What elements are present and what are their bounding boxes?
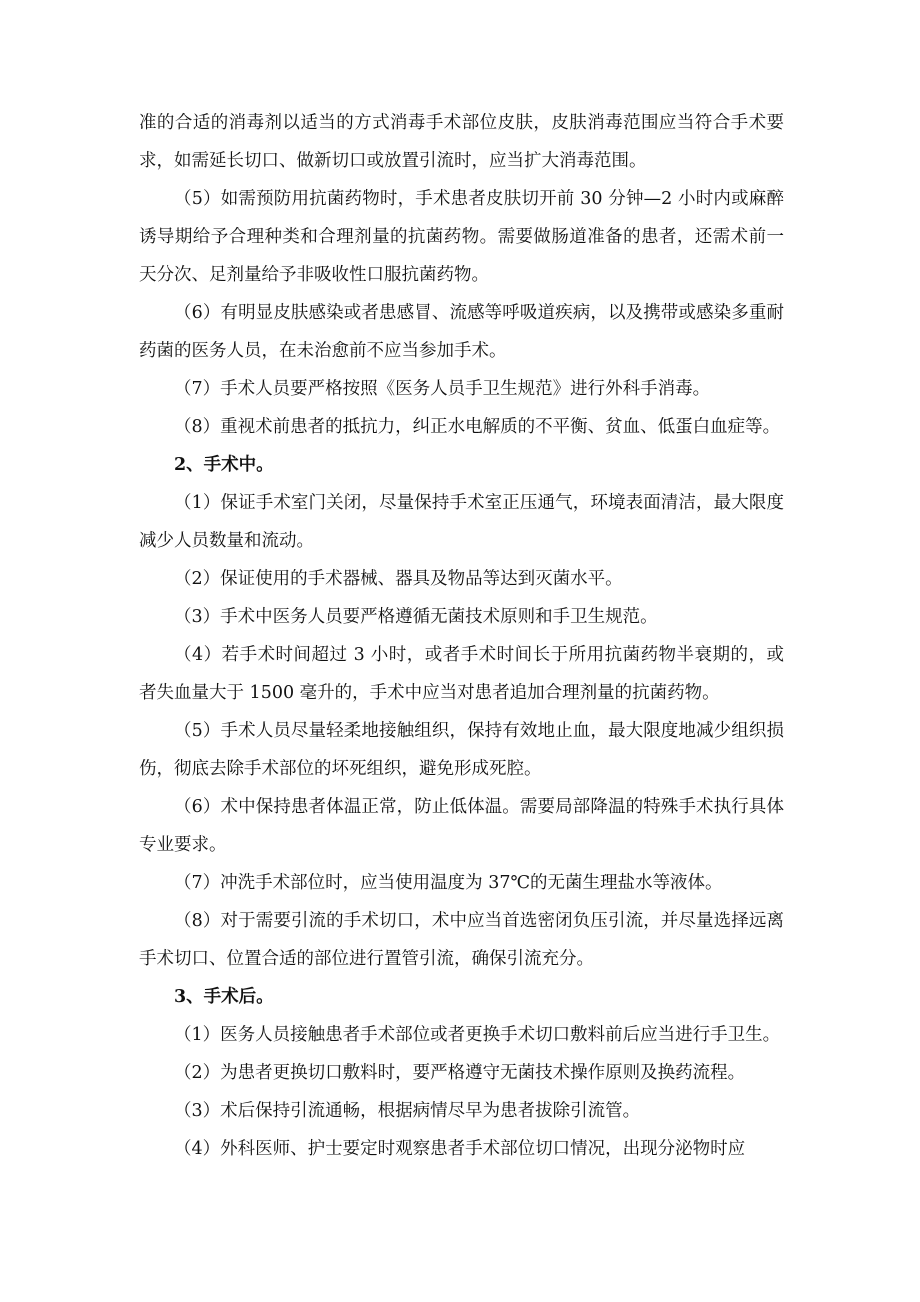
paragraph: （2）保证使用的手术器械、器具及物品等达到灭菌水平。 bbox=[174, 569, 623, 589]
paragraph: （1）保证手术室门关闭，尽量保持手术室正压通气，环境表面清洁，最大限度减少人员数量和流动。 bbox=[139, 493, 784, 551]
document-body bbox=[139, 104, 784, 1168]
section-heading: 2、手术中。 bbox=[174, 455, 274, 475]
paragraph: （7）手术人员要严格按照《医务人员手卫生规范》进行外科手消毒。 bbox=[174, 379, 711, 399]
paragraph: （5）如需预防用抗菌药物时，手术患者皮肤切开前 30 分钟—2 小时内或麻醉诱导期给予合理种类和合理剂量的抗菌药物。需要做肠道准备的患者，还需术前一天分次、足剂量给予非吸收性口服抗菌药物。 bbox=[139, 189, 784, 285]
paragraph: （3）手术中医务人员要严格遵循无菌技术原则和手卫生规范。 bbox=[174, 607, 658, 627]
paragraph: （8）重视术前患者的抵抗力，纠正水电解质的不平衡、贫血、低蛋白血症等。 bbox=[174, 417, 781, 437]
paragraph: （2）为患者更换切口敷料时，要严格遵守无菌技术操作原则及换药流程。 bbox=[174, 1063, 746, 1083]
paragraph: （7）冲洗手术部位时，应当使用温度为 37℃的无菌生理盐水等液体。 bbox=[174, 873, 723, 893]
paragraph: （6）有明显皮肤感染或者患感冒、流感等呼吸道疾病，以及携带或感染多重耐药菌的医务人员，在未治愈前不应当参加手术。 bbox=[139, 303, 784, 361]
section-heading: 3、手术后。 bbox=[174, 987, 274, 1007]
paragraph: （5）手术人员尽量轻柔地接触组织，保持有效地止血，最大限度地减少组织损伤，彻底去除手术部位的坏死组织，避免形成死腔。 bbox=[139, 721, 784, 779]
paragraph: （3）术后保持引流通畅，根据病情尽早为患者拔除引流管。 bbox=[174, 1101, 641, 1121]
paragraph-continuation: 准的合适的消毒剂以适当的方式消毒手术部位皮肤，皮肤消毒范围应当符合手术要求，如需延长切口、做新切口或放置引流时，应当扩大消毒范围。 bbox=[139, 113, 784, 171]
paragraph: （8）对于需要引流的手术切口，术中应当首选密闭负压引流，并尽量选择远离手术切口、位置合适的部位进行置管引流，确保引流充分。 bbox=[139, 911, 784, 969]
paragraph: （6）术中保持患者体温正常，防止低体温。需要局部降温的特殊手术执行具体专业要求。 bbox=[139, 797, 784, 855]
paragraph: （1）医务人员接触患者手术部位或者更换手术切口敷料前后应当进行手卫生。 bbox=[174, 1025, 781, 1045]
paragraph: （4）若手术时间超过 3 小时，或者手术时间长于所用抗菌药物半衰期的，或者失血量大于 1500 毫升的，手术中应当对患者追加合理剂量的抗菌药物。 bbox=[139, 645, 784, 703]
paragraph: （4）外科医师、护士要定时观察患者手术部位切口情况，出现分泌物时应 bbox=[174, 1139, 746, 1159]
